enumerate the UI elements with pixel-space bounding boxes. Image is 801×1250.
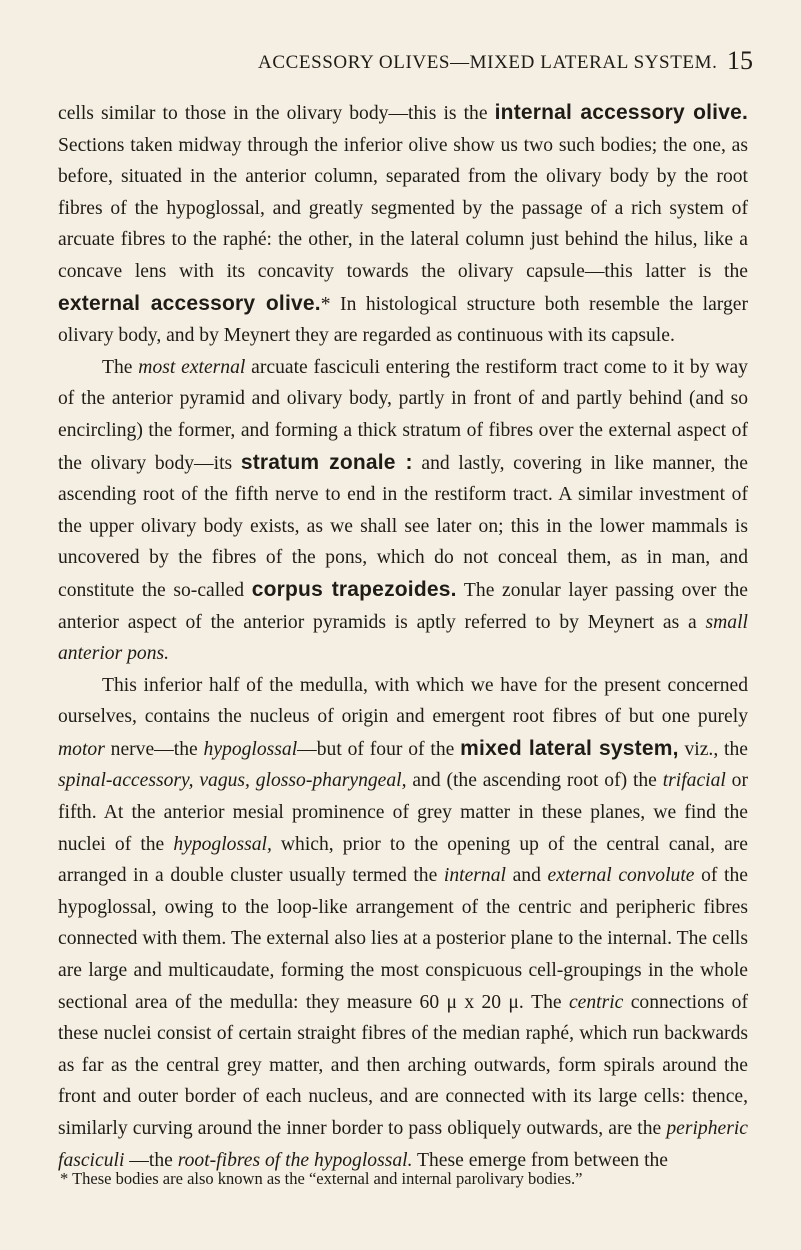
italic-term: trifacial <box>662 770 726 792</box>
italic-term: centric <box>568 991 624 1013</box>
text-run: of the hypoglossal, owing to the loop-like arrangement of the centric and peripheric fibres connected with them. The external also lies at a posterior plane to the internal. The cells are large and multicaudate, forming the most conspicuous cell-groupings in the whole sectional area of the medulla: they measure 60 μ x 20 μ. The <box>58 865 748 1013</box>
text-run: The zonular layer passing over the anterior aspect of the anterior pyramids is aptly referred to by Meynert as a <box>58 579 748 633</box>
bold-term: external accessory olive. <box>58 291 321 315</box>
text-run: This inferior half of the medulla, with which we have for the present concerned ourselves, contains the nucleus of origin and emergent root fibres of but one purely <box>58 674 748 728</box>
bold-term: mixed lateral system, <box>460 736 679 760</box>
italic-term: spinal-accessory, vagus, glosso-pharyngeal, <box>58 770 407 792</box>
italic-term: most external <box>138 356 246 378</box>
text-run: which, prior to the opening up of the central canal, are arranged in a double cluster usually termed the <box>58 833 748 887</box>
text-run: * In histological structure both resemble the larger olivary body, and by Meynert they are regarded as continuous with its capsule. <box>58 293 748 347</box>
footnote-text: * These bodies are also known as the “external and internal parolivary bodies.” <box>60 1169 583 1188</box>
italic-term: hypoglossal, <box>173 833 272 855</box>
running-head <box>0 46 801 76</box>
italic-term: peripheric fasciculi <box>58 1118 748 1171</box>
page-number: 15 <box>727 46 753 75</box>
paragraph-3 <box>58 670 748 1177</box>
paragraph-2 <box>58 352 748 670</box>
text-run: —but of four of the <box>297 738 461 760</box>
text-run: viz., the <box>678 738 748 760</box>
text-run: —the <box>124 1149 178 1171</box>
running-title: ACCESSORY OLIVES—MIXED LATERAL SYSTEM. <box>258 52 718 73</box>
bold-term: stratum zonale : <box>240 450 413 474</box>
italic-term: small anterior pons. <box>58 611 748 665</box>
text-run: connections of these nuclei consist of certain straight fibres of the median raphé, which run backwards as far as the central grey matter, and then arching outwards, form spirals around the front and outer border of each nucleus, and are connected with its large cells: thence, similarly curving around the inner border to pass obliquely outwards, are the <box>58 991 748 1139</box>
italic-term: root-fibres of the hypoglossal. <box>177 1149 413 1171</box>
text-run: and (the ascending root of) the <box>406 770 663 792</box>
footnote <box>60 1168 748 1189</box>
text-run: cells similar to those in the olivary body—this is the <box>58 103 495 124</box>
italic-term: motor <box>58 738 105 760</box>
bold-term: corpus trapezoides. <box>251 577 457 601</box>
text-run: arcuate fasciculi entering the restiform tract come to it by way of the anterior pyramid and olivary body, partly in front of and partly behind (and so encircling) the former, and forming a thick stratum of fibres over the external aspect of the olivary body—its <box>58 356 748 474</box>
text-run: and <box>505 865 548 887</box>
italic-term: hypoglossal <box>203 738 298 760</box>
text-run: Sections taken midway through the inferior olive show us two such bodies; the one, as before, situated in the anterior column, separated from the olivary body by the root fibres of the hypoglossal, and greatly segmented by the passage of a rich system of arcuate fibres to the raphé: the other, in the lateral column just behind the hilus, like a concave lens with its concavity towards the olivary capsule—this latter is the <box>58 134 748 282</box>
text-run: nerve—the <box>104 738 204 760</box>
italic-term: internal <box>443 865 506 887</box>
paragraph-1 <box>58 97 748 352</box>
text-run: The <box>102 356 139 378</box>
italic-term: external convolute <box>547 865 695 887</box>
text-run: or fifth. At the anterior mesial prominence of grey matter in these planes, we find the nuclei of the <box>58 770 748 855</box>
text-run: and lastly, covering in like manner, the ascending root of the fifth nerve to end in the restiform tract. A similar investment of the upper olivary body exists, as we shall see later on; this in the lower mammals is uncovered by the fibres of the pons, which do not conceal them, as in man, and constitute the so-called <box>58 452 748 601</box>
text-run: These emerge from between the <box>412 1149 669 1171</box>
body-text <box>58 97 748 1176</box>
bold-term: internal accessory olive. <box>494 101 748 124</box>
